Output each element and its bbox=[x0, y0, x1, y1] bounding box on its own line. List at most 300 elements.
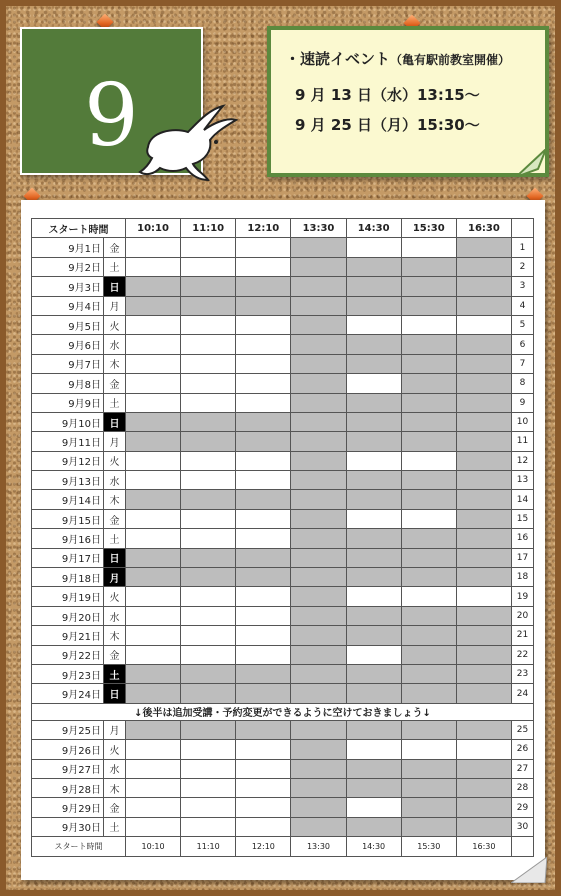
unavailable-slot bbox=[401, 684, 456, 703]
available-slot[interactable] bbox=[181, 529, 236, 548]
unavailable-slot bbox=[346, 490, 401, 509]
schedule-row bbox=[32, 548, 534, 567]
available-slot[interactable] bbox=[181, 587, 236, 606]
unavailable-slot bbox=[456, 374, 511, 393]
available-slot[interactable] bbox=[346, 374, 401, 393]
available-slot[interactable] bbox=[126, 817, 181, 836]
unavailable-slot bbox=[401, 354, 456, 373]
unavailable-slot bbox=[291, 257, 346, 276]
unavailable-slot bbox=[346, 296, 401, 315]
schedule-sheet bbox=[21, 200, 545, 880]
available-slot[interactable] bbox=[181, 471, 236, 490]
unavailable-slot bbox=[456, 509, 511, 528]
available-slot[interactable] bbox=[346, 645, 401, 664]
unavailable-slot bbox=[291, 778, 346, 797]
unavailable-slot bbox=[181, 664, 236, 683]
date-cell: 9月29日 bbox=[32, 798, 104, 817]
weekday-cell: 土 bbox=[104, 257, 126, 276]
unavailable-slot bbox=[346, 529, 401, 548]
row-number: 18 bbox=[512, 568, 534, 587]
row-number: 17 bbox=[512, 548, 534, 567]
unavailable-slot bbox=[346, 606, 401, 625]
unavailable-slot bbox=[181, 296, 236, 315]
unavailable-slot bbox=[456, 568, 511, 587]
available-slot[interactable] bbox=[181, 238, 236, 257]
available-slot[interactable] bbox=[401, 587, 456, 606]
schedule-row bbox=[32, 393, 534, 412]
available-slot[interactable] bbox=[181, 645, 236, 664]
event-date-2: 9 月 25 日（月）15:30〜 bbox=[295, 116, 480, 134]
available-slot[interactable] bbox=[346, 798, 401, 817]
unavailable-slot bbox=[346, 548, 401, 567]
available-slot[interactable] bbox=[236, 817, 291, 836]
unavailable-slot bbox=[346, 471, 401, 490]
available-slot[interactable] bbox=[126, 509, 181, 528]
unavailable-slot bbox=[401, 759, 456, 778]
available-slot[interactable] bbox=[346, 740, 401, 759]
row-number: 11 bbox=[512, 432, 534, 451]
footer-time: 14:30 bbox=[346, 837, 401, 856]
unavailable-slot bbox=[181, 412, 236, 431]
weekday-cell: 木 bbox=[104, 490, 126, 509]
schedule-body-first-half bbox=[32, 238, 534, 703]
available-slot[interactable] bbox=[401, 451, 456, 470]
available-slot[interactable] bbox=[236, 759, 291, 778]
weekday-cell: 金 bbox=[104, 798, 126, 817]
weekday-cell: 金 bbox=[104, 645, 126, 664]
page-curl-icon bbox=[511, 857, 547, 883]
unavailable-slot bbox=[126, 412, 181, 431]
schedule-row bbox=[32, 257, 534, 276]
available-slot[interactable] bbox=[126, 238, 181, 257]
available-slot[interactable] bbox=[126, 257, 181, 276]
unavailable-slot bbox=[346, 626, 401, 645]
unavailable-slot bbox=[236, 432, 291, 451]
available-slot[interactable] bbox=[181, 626, 236, 645]
schedule-row bbox=[32, 587, 534, 606]
schedule-row bbox=[32, 529, 534, 548]
available-slot[interactable] bbox=[181, 335, 236, 354]
weekday-cell: 火 bbox=[104, 451, 126, 470]
unavailable-slot bbox=[456, 471, 511, 490]
available-slot[interactable] bbox=[126, 740, 181, 759]
unavailable-slot bbox=[291, 587, 346, 606]
unavailable-slot bbox=[456, 277, 511, 296]
row-number: 23 bbox=[512, 664, 534, 683]
unavailable-slot bbox=[291, 335, 346, 354]
date-cell: 9月8日 bbox=[32, 374, 104, 393]
date-cell: 9月24日 bbox=[32, 684, 104, 703]
schedule-row bbox=[32, 277, 534, 296]
weekday-cell: 月 bbox=[104, 296, 126, 315]
unavailable-slot bbox=[236, 296, 291, 315]
weekday-cell: 月 bbox=[104, 432, 126, 451]
unavailable-slot bbox=[291, 393, 346, 412]
unavailable-slot bbox=[291, 529, 346, 548]
unavailable-slot bbox=[126, 548, 181, 567]
unavailable-slot bbox=[456, 720, 511, 739]
unavailable-slot bbox=[401, 277, 456, 296]
date-cell: 9月20日 bbox=[32, 606, 104, 625]
unavailable-slot bbox=[291, 740, 346, 759]
available-slot[interactable] bbox=[236, 354, 291, 373]
available-slot[interactable] bbox=[236, 374, 291, 393]
row-number: 7 bbox=[512, 354, 534, 373]
unavailable-slot bbox=[456, 432, 511, 451]
weekday-cell: 日 bbox=[104, 412, 126, 431]
unavailable-slot bbox=[236, 568, 291, 587]
unavailable-slot bbox=[291, 277, 346, 296]
date-cell: 9月2日 bbox=[32, 257, 104, 276]
unavailable-slot bbox=[181, 490, 236, 509]
row-number: 9 bbox=[512, 393, 534, 412]
available-slot[interactable] bbox=[456, 587, 511, 606]
unavailable-slot bbox=[401, 664, 456, 683]
date-cell: 9月27日 bbox=[32, 759, 104, 778]
unavailable-slot bbox=[401, 606, 456, 625]
available-slot[interactable] bbox=[236, 606, 291, 625]
schedule-row bbox=[32, 432, 534, 451]
unavailable-slot bbox=[401, 296, 456, 315]
date-cell: 9月30日 bbox=[32, 817, 104, 836]
available-slot[interactable] bbox=[346, 315, 401, 334]
row-number: 14 bbox=[512, 490, 534, 509]
available-slot[interactable] bbox=[236, 509, 291, 528]
unavailable-slot bbox=[346, 412, 401, 431]
footer-row bbox=[32, 837, 534, 856]
schedule-row bbox=[32, 606, 534, 625]
available-slot[interactable] bbox=[236, 335, 291, 354]
time-header: 11:10 bbox=[181, 219, 236, 238]
time-header: 10:10 bbox=[126, 219, 181, 238]
weekday-cell: 木 bbox=[104, 354, 126, 373]
date-cell: 9月3日 bbox=[32, 277, 104, 296]
unavailable-slot bbox=[456, 548, 511, 567]
unavailable-slot bbox=[401, 645, 456, 664]
available-slot[interactable] bbox=[126, 315, 181, 334]
date-cell: 9月10日 bbox=[32, 412, 104, 431]
schedule-row bbox=[32, 798, 534, 817]
event-subtitle: （亀有駅前教室開催） bbox=[390, 53, 511, 67]
unavailable-slot bbox=[401, 412, 456, 431]
event-title-text: ・速読イベント bbox=[285, 50, 391, 68]
unavailable-slot bbox=[291, 354, 346, 373]
time-header: 16:30 bbox=[456, 219, 511, 238]
date-cell: 9月17日 bbox=[32, 548, 104, 567]
unavailable-slot bbox=[346, 277, 401, 296]
available-slot[interactable] bbox=[181, 257, 236, 276]
available-slot[interactable] bbox=[181, 778, 236, 797]
date-cell: 9月25日 bbox=[32, 720, 104, 739]
available-slot[interactable] bbox=[181, 740, 236, 759]
row-number: 20 bbox=[512, 606, 534, 625]
note-row bbox=[32, 703, 534, 720]
row-number: 12 bbox=[512, 451, 534, 470]
available-slot[interactable] bbox=[126, 471, 181, 490]
available-slot[interactable] bbox=[181, 509, 236, 528]
row-number-header bbox=[512, 219, 534, 238]
unavailable-slot bbox=[456, 335, 511, 354]
schedule-row bbox=[32, 335, 534, 354]
unavailable-slot bbox=[456, 684, 511, 703]
unavailable-slot bbox=[291, 645, 346, 664]
available-slot[interactable] bbox=[181, 354, 236, 373]
date-cell: 9月16日 bbox=[32, 529, 104, 548]
available-slot[interactable] bbox=[126, 451, 181, 470]
footer-time: 13:30 bbox=[291, 837, 346, 856]
unavailable-slot bbox=[291, 720, 346, 739]
unavailable-slot bbox=[401, 568, 456, 587]
weekday-cell: 金 bbox=[104, 509, 126, 528]
available-slot[interactable] bbox=[126, 645, 181, 664]
available-slot[interactable] bbox=[126, 778, 181, 797]
unavailable-slot bbox=[126, 568, 181, 587]
available-slot[interactable] bbox=[181, 798, 236, 817]
available-slot[interactable] bbox=[181, 315, 236, 334]
unavailable-slot bbox=[291, 238, 346, 257]
available-slot[interactable] bbox=[236, 238, 291, 257]
row-number: 22 bbox=[512, 645, 534, 664]
date-cell: 9月11日 bbox=[32, 432, 104, 451]
row-number: 2 bbox=[512, 257, 534, 276]
weekday-cell: 月 bbox=[104, 720, 126, 739]
available-slot[interactable] bbox=[126, 759, 181, 778]
unavailable-slot bbox=[181, 548, 236, 567]
available-slot[interactable] bbox=[236, 393, 291, 412]
date-cell: 9月12日 bbox=[32, 451, 104, 470]
unavailable-slot bbox=[346, 664, 401, 683]
schedule-row bbox=[32, 451, 534, 470]
unavailable-slot bbox=[401, 374, 456, 393]
available-slot[interactable] bbox=[126, 354, 181, 373]
unavailable-slot bbox=[291, 606, 346, 625]
available-slot[interactable] bbox=[126, 529, 181, 548]
weekday-cell: 月 bbox=[104, 568, 126, 587]
available-slot[interactable] bbox=[236, 626, 291, 645]
footer-time: 11:10 bbox=[181, 837, 236, 856]
weekday-cell: 木 bbox=[104, 778, 126, 797]
unavailable-slot bbox=[236, 664, 291, 683]
available-slot[interactable] bbox=[401, 740, 456, 759]
unavailable-slot bbox=[291, 432, 346, 451]
unavailable-slot bbox=[401, 778, 456, 797]
schedule-row bbox=[32, 315, 534, 334]
event-date-1: 9 月 13 日（水）13:15〜 bbox=[295, 86, 480, 104]
unavailable-slot bbox=[456, 606, 511, 625]
available-slot[interactable] bbox=[126, 606, 181, 625]
weekday-cell: 日 bbox=[104, 684, 126, 703]
start-time-label: スタート時間 bbox=[32, 219, 126, 238]
available-slot[interactable] bbox=[401, 315, 456, 334]
available-slot[interactable] bbox=[181, 817, 236, 836]
available-slot[interactable] bbox=[126, 393, 181, 412]
available-slot[interactable] bbox=[181, 393, 236, 412]
footer-time: 15:30 bbox=[401, 837, 456, 856]
unavailable-slot bbox=[126, 296, 181, 315]
weekday-cell: 火 bbox=[104, 587, 126, 606]
available-slot[interactable] bbox=[236, 798, 291, 817]
unavailable-slot bbox=[456, 626, 511, 645]
unavailable-slot bbox=[456, 817, 511, 836]
unavailable-slot bbox=[181, 432, 236, 451]
unavailable-slot bbox=[291, 684, 346, 703]
available-slot[interactable] bbox=[126, 374, 181, 393]
available-slot[interactable] bbox=[236, 587, 291, 606]
note-text: ↓後半は追加受講・予約変更ができるように空けておきましょう↓ bbox=[32, 703, 534, 720]
date-cell: 9月15日 bbox=[32, 509, 104, 528]
unavailable-slot bbox=[236, 277, 291, 296]
unavailable-slot bbox=[291, 315, 346, 334]
unavailable-slot bbox=[456, 798, 511, 817]
unavailable-slot bbox=[291, 412, 346, 431]
unavailable-slot bbox=[456, 296, 511, 315]
available-slot[interactable] bbox=[401, 238, 456, 257]
unavailable-slot bbox=[401, 798, 456, 817]
date-cell: 9月7日 bbox=[32, 354, 104, 373]
row-number: 13 bbox=[512, 471, 534, 490]
unavailable-slot bbox=[126, 720, 181, 739]
unavailable-slot bbox=[236, 548, 291, 567]
schedule-row bbox=[32, 374, 534, 393]
schedule-row bbox=[32, 354, 534, 373]
date-cell: 9月19日 bbox=[32, 587, 104, 606]
schedule-row bbox=[32, 626, 534, 645]
available-slot[interactable] bbox=[181, 759, 236, 778]
schedule-row bbox=[32, 238, 534, 257]
available-slot[interactable] bbox=[346, 451, 401, 470]
row-number: 29 bbox=[512, 798, 534, 817]
weekday-cell: 金 bbox=[104, 238, 126, 257]
available-slot[interactable] bbox=[126, 587, 181, 606]
date-cell: 9月6日 bbox=[32, 335, 104, 354]
unavailable-slot bbox=[291, 664, 346, 683]
unavailable-slot bbox=[291, 817, 346, 836]
weekday-cell: 日 bbox=[104, 277, 126, 296]
date-cell: 9月9日 bbox=[32, 393, 104, 412]
weekday-cell: 木 bbox=[104, 626, 126, 645]
schedule-body-second-half bbox=[32, 720, 534, 836]
row-number: 19 bbox=[512, 587, 534, 606]
date-cell: 9月1日 bbox=[32, 238, 104, 257]
unavailable-slot bbox=[346, 720, 401, 739]
available-slot[interactable] bbox=[236, 315, 291, 334]
footer-time: 16:30 bbox=[456, 837, 511, 856]
schedule-row bbox=[32, 412, 534, 431]
unavailable-slot bbox=[401, 529, 456, 548]
date-cell: 9月26日 bbox=[32, 740, 104, 759]
unavailable-slot bbox=[401, 471, 456, 490]
time-header: 14:30 bbox=[346, 219, 401, 238]
unavailable-slot bbox=[236, 412, 291, 431]
schedule-row bbox=[32, 645, 534, 664]
available-slot[interactable] bbox=[236, 778, 291, 797]
available-slot[interactable] bbox=[181, 451, 236, 470]
row-number: 4 bbox=[512, 296, 534, 315]
footer-blank bbox=[512, 837, 534, 856]
available-slot[interactable] bbox=[236, 471, 291, 490]
row-number: 1 bbox=[512, 238, 534, 257]
unavailable-slot bbox=[401, 335, 456, 354]
available-slot[interactable] bbox=[346, 587, 401, 606]
available-slot[interactable] bbox=[346, 509, 401, 528]
unavailable-slot bbox=[126, 664, 181, 683]
date-cell: 9月21日 bbox=[32, 626, 104, 645]
weekday-cell: 土 bbox=[104, 664, 126, 683]
unavailable-slot bbox=[291, 374, 346, 393]
schedule-row bbox=[32, 509, 534, 528]
available-slot[interactable] bbox=[236, 645, 291, 664]
unavailable-slot bbox=[346, 817, 401, 836]
row-number: 24 bbox=[512, 684, 534, 703]
row-number: 10 bbox=[512, 412, 534, 431]
available-slot[interactable] bbox=[456, 315, 511, 334]
available-slot[interactable] bbox=[346, 238, 401, 257]
available-slot[interactable] bbox=[181, 374, 236, 393]
date-cell: 9月5日 bbox=[32, 315, 104, 334]
unavailable-slot bbox=[181, 720, 236, 739]
weekday-cell: 水 bbox=[104, 335, 126, 354]
available-slot[interactable] bbox=[456, 740, 511, 759]
weekday-cell: 火 bbox=[104, 315, 126, 334]
date-cell: 9月23日 bbox=[32, 664, 104, 683]
time-header: 13:30 bbox=[291, 219, 346, 238]
weekday-cell: 水 bbox=[104, 606, 126, 625]
weekday-cell: 水 bbox=[104, 471, 126, 490]
unavailable-slot bbox=[456, 759, 511, 778]
event-title bbox=[285, 48, 510, 69]
unavailable-slot bbox=[181, 684, 236, 703]
unavailable-slot bbox=[456, 393, 511, 412]
unavailable-slot bbox=[456, 412, 511, 431]
date-cell: 9月18日 bbox=[32, 568, 104, 587]
unavailable-slot bbox=[346, 335, 401, 354]
row-number: 3 bbox=[512, 277, 534, 296]
unavailable-slot bbox=[456, 529, 511, 548]
row-number: 16 bbox=[512, 529, 534, 548]
available-slot[interactable] bbox=[401, 509, 456, 528]
schedule-table bbox=[31, 218, 534, 857]
available-slot[interactable] bbox=[236, 451, 291, 470]
row-number: 26 bbox=[512, 740, 534, 759]
available-slot[interactable] bbox=[181, 606, 236, 625]
unavailable-slot bbox=[346, 257, 401, 276]
footer-start-time-label: スタート時間 bbox=[32, 837, 126, 856]
schedule-row bbox=[32, 490, 534, 509]
date-cell: 9月22日 bbox=[32, 645, 104, 664]
unavailable-slot bbox=[291, 759, 346, 778]
weekday-cell: 日 bbox=[104, 548, 126, 567]
available-slot[interactable] bbox=[236, 529, 291, 548]
available-slot[interactable] bbox=[236, 257, 291, 276]
header-row bbox=[32, 219, 534, 238]
unavailable-slot bbox=[346, 684, 401, 703]
unavailable-slot bbox=[456, 354, 511, 373]
schedule-row bbox=[32, 664, 534, 683]
date-cell: 9月14日 bbox=[32, 490, 104, 509]
row-number: 15 bbox=[512, 509, 534, 528]
unavailable-slot bbox=[456, 238, 511, 257]
date-cell: 9月13日 bbox=[32, 471, 104, 490]
available-slot[interactable] bbox=[126, 626, 181, 645]
available-slot[interactable] bbox=[236, 740, 291, 759]
schedule-row bbox=[32, 568, 534, 587]
page-curl-icon bbox=[516, 149, 546, 177]
available-slot[interactable] bbox=[126, 335, 181, 354]
available-slot[interactable] bbox=[126, 798, 181, 817]
schedule-row bbox=[32, 296, 534, 315]
unavailable-slot bbox=[291, 296, 346, 315]
unavailable-slot bbox=[456, 645, 511, 664]
